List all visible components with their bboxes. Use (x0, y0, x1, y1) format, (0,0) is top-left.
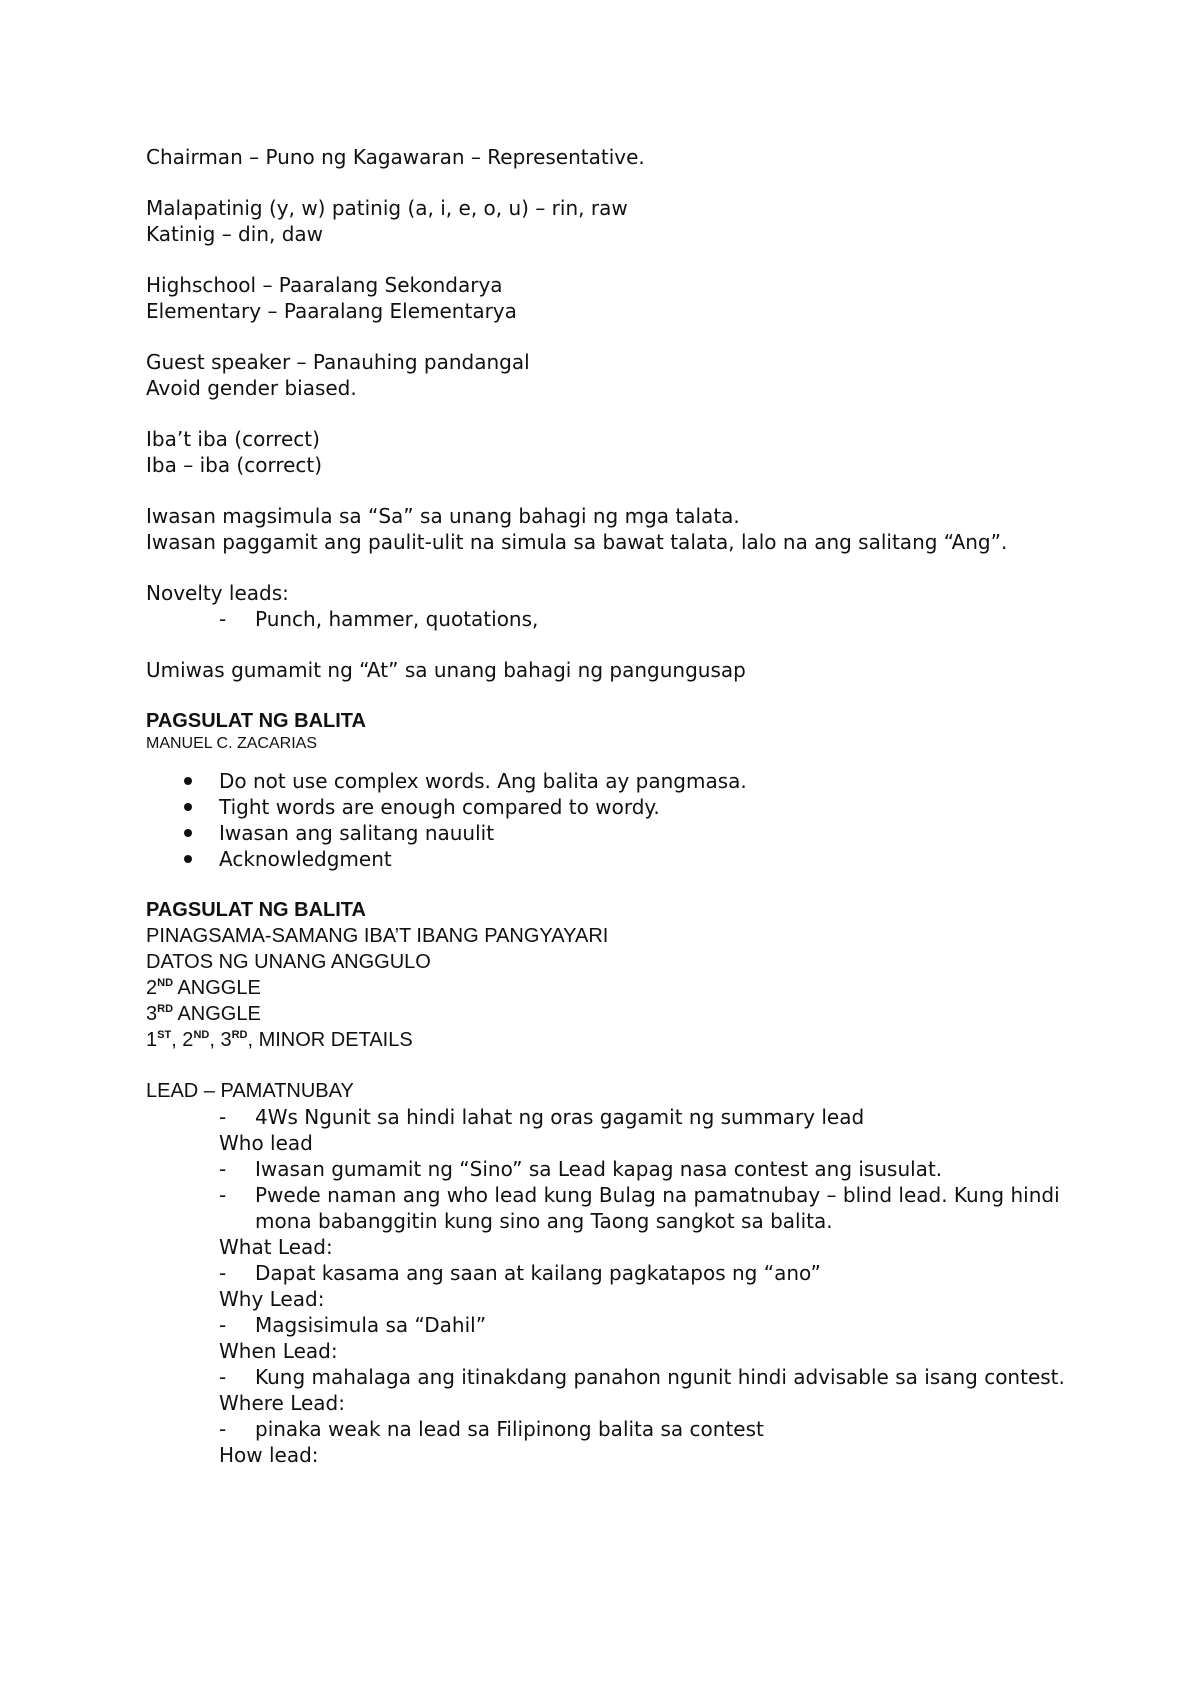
ordinal-suffix: ST (157, 1029, 172, 1041)
section1-block (146, 708, 1066, 872)
section2-block (146, 897, 1066, 1053)
what-lead-item: Dapat kasama ang saan at kailang pagkatapos ng “ano” (255, 1261, 821, 1285)
when-lead-list (146, 1364, 1066, 1390)
document-body (146, 144, 1066, 1493)
highschool-line: Highschool – Paaralang Sekondarya (146, 273, 503, 297)
list-item (146, 1312, 1066, 1338)
bullet-icon (184, 855, 192, 863)
malapatinig-block (146, 195, 1066, 247)
ordinal-number: 3 (146, 1003, 158, 1025)
ordinal-number: 1 (146, 1029, 158, 1051)
list-item (146, 1364, 1066, 1390)
guest-line: Guest speaker – Panauhing pandangal (146, 350, 530, 374)
bullet-text: Acknowledgment (219, 847, 392, 871)
novelty-line: Novelty leads: (146, 581, 289, 605)
bullet-text: Iwasan ang salitang nauulit (219, 821, 495, 845)
bullet-text: Tight words are enough compared to wordy. (219, 795, 660, 819)
list-item (146, 1182, 1066, 1234)
guest-block (146, 349, 1066, 401)
lead-block (146, 1078, 1066, 1468)
dash-marker: - (219, 1183, 227, 1207)
umiwas-line: Umiwas gumamit ng “At” sa unang bahagi ng pangungusap (146, 658, 746, 682)
umiwas-block (146, 657, 1066, 683)
iwasan-block (146, 503, 1066, 555)
when-lead-label: When Lead: (219, 1339, 338, 1363)
katinig-line: Katinig – din, daw (146, 222, 324, 246)
section1-heading: PAGSULAT NG BALITA (146, 710, 366, 732)
list-item (146, 1260, 1066, 1286)
dash-marker: - (219, 607, 227, 631)
elementary-line: Elementary – Paaralang Elementarya (146, 299, 517, 323)
section2-line-2: DATOS NG UNANG ANGGULO (146, 951, 431, 973)
how-lead-label: How lead: (219, 1443, 319, 1467)
iba-block (146, 426, 1066, 478)
who-lead-item: Pwede naman ang who lead kung Bulag na pamatnubay – blind lead. Kung hindi mona babanggitin kung sino ang Taong sangkot sa balita. (255, 1183, 1060, 1233)
ordinal-suffix: RD (231, 1029, 248, 1041)
what-lead-label: What Lead: (219, 1235, 333, 1259)
bullet-text: Do not use complex words. Ang balita ay pangmasa. (219, 769, 747, 793)
list-item (146, 1104, 1066, 1130)
iwasan-line-2: Iwasan paggamit ang paulit-ulit na simula sa bawat talata, lalo na ang salitang “Ang”. (146, 530, 1008, 554)
second-angle-line (146, 975, 1066, 1001)
lead-heading: LEAD – PAMATNUBAY (146, 1080, 354, 1102)
novelty-block (146, 580, 1066, 632)
list-item (146, 768, 1066, 794)
bullet-icon (184, 829, 192, 837)
section1-author: MANUEL C. ZACARIAS (146, 735, 317, 752)
minor-details-line (146, 1027, 1066, 1053)
bullet-icon (184, 803, 192, 811)
ordinal-number: , 3 (209, 1029, 232, 1051)
third-angle-line (146, 1001, 1066, 1027)
list-item (146, 846, 1066, 872)
section2-heading: PAGSULAT NG BALITA (146, 899, 366, 921)
chairman-line: Chairman – Puno ng Kagawaran – Representative. (146, 145, 645, 169)
ordinal-suffix: RD (157, 1003, 174, 1015)
dash-marker: - (219, 1105, 227, 1129)
angle-text: ANGGLE (173, 1003, 261, 1025)
why-lead-label: Why Lead: (219, 1287, 325, 1311)
list-item (146, 606, 1066, 632)
who-lead-list (146, 1156, 1066, 1234)
where-lead-label: Where Lead: (219, 1391, 345, 1415)
malapatinig-line: Malapatinig (y, w) patinig (a, i, e, o, u) – rin, raw (146, 196, 628, 220)
what-lead-list (146, 1260, 1066, 1286)
who-lead-label: Who lead (219, 1131, 313, 1155)
dash-marker: - (219, 1417, 227, 1441)
who-lead-item: Iwasan gumamit ng “Sino” sa Lead kapag nasa contest ang isusulat. (255, 1157, 943, 1181)
list-item (146, 794, 1066, 820)
angle-text: ANGGLE (173, 977, 261, 999)
iba-dash-line: Iba – iba (correct) (146, 453, 323, 477)
ordinal-suffix: ND (157, 977, 174, 989)
avoid-line: Avoid gender biased. (146, 376, 357, 400)
dash-marker: - (219, 1157, 227, 1181)
list-item (146, 1416, 1066, 1442)
novelty-item: Punch, hammer, quotations, (255, 607, 539, 631)
ordinal-suffix: ND (193, 1029, 210, 1041)
why-lead-item: Magsisimula sa “Dahil” (255, 1313, 487, 1337)
school-block (146, 272, 1066, 324)
bullet-icon (184, 777, 192, 785)
dash-marker: - (219, 1261, 227, 1285)
chairman-block (146, 144, 1066, 170)
list-item (146, 820, 1066, 846)
ordinal-number: , 2 (171, 1029, 194, 1051)
section2-line-1: PINAGSAMA-SAMANG IBA’T IBANG PANGYAYARI (146, 925, 609, 947)
where-lead-item: pinaka weak na lead sa Filipinong balita sa contest (255, 1417, 764, 1441)
iwasan-line-1: Iwasan magsimula sa “Sa” sa unang bahagi ng mga talata. (146, 504, 740, 528)
section1-bullet-list (146, 768, 1066, 872)
novelty-list (146, 606, 1066, 632)
minor-details-text: , MINOR DETAILS (247, 1029, 413, 1051)
dash-marker: - (219, 1313, 227, 1337)
dash-marker: - (219, 1365, 227, 1389)
lead-4ws: 4Ws Ngunit sa hindi lahat ng oras gagamit ng summary lead (255, 1105, 865, 1129)
lead-list (146, 1104, 1066, 1130)
list-item (146, 1156, 1066, 1182)
when-lead-item: Kung mahalaga ang itinakdang panahon ngunit hindi advisable sa isang contest. (255, 1365, 1065, 1389)
ibat-line: Iba’t iba (correct) (146, 427, 320, 451)
where-lead-list (146, 1416, 1066, 1442)
ordinal-number: 2 (146, 977, 158, 999)
why-lead-list (146, 1312, 1066, 1338)
